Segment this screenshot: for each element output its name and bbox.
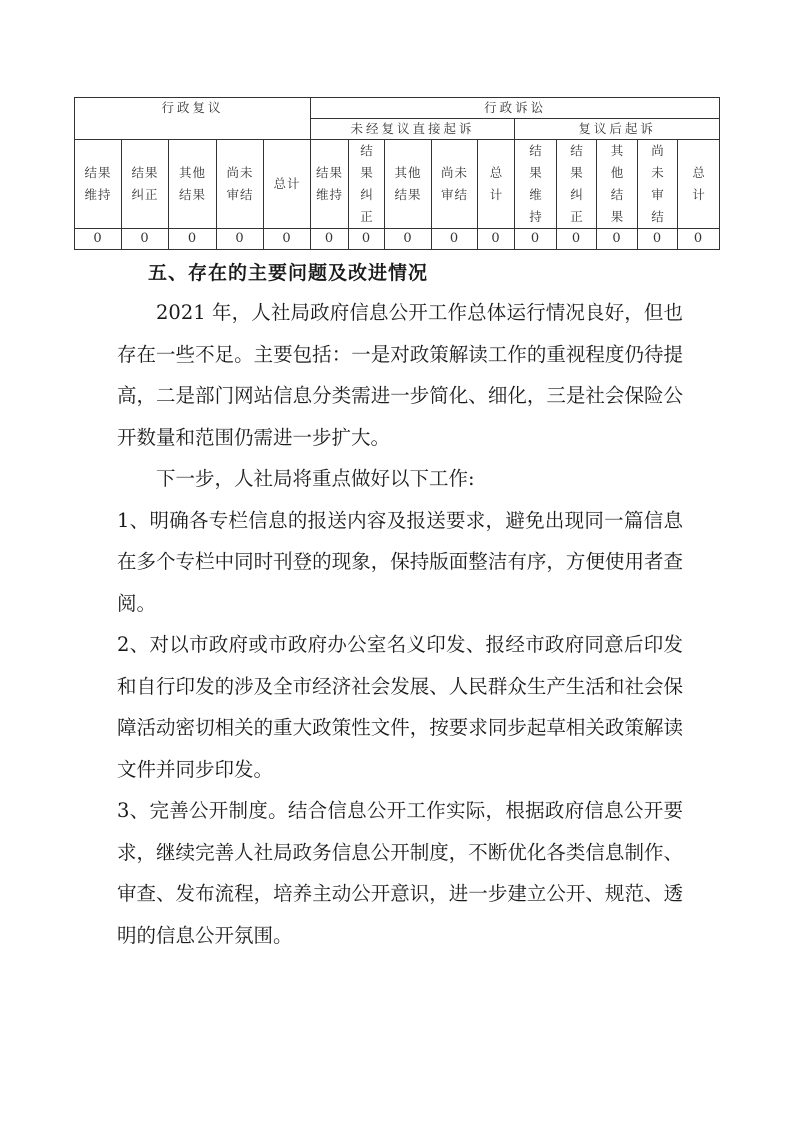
paragraph-next-steps: 下一步，人社局将重点做好以下工作:	[156, 467, 475, 490]
value-cell: 0	[122, 229, 169, 250]
column-header-label: 结果纠正	[570, 143, 584, 224]
column-header	[311, 140, 349, 229]
value-cell: 0	[678, 229, 720, 250]
value-cell: 0	[217, 229, 264, 250]
column-header	[264, 140, 311, 229]
column-header	[385, 140, 432, 229]
column-header-label: 其他结果	[610, 143, 625, 224]
column-header	[597, 140, 638, 229]
value-cell: 0	[264, 229, 311, 250]
paragraph-summary: 2021 年，人社局政府信息公开工作总体运行情况良好，但也存在一些不足。主要包括：一是对政策解读工作的重视程度仍待提高，二是部门网站信息分类需进一步简化、细化，三是社会保险公开数量和范围仍需进一步扩大。	[117, 301, 683, 449]
column-header	[217, 140, 264, 229]
column-header	[478, 140, 515, 229]
review-litigation-table	[74, 97, 720, 250]
column-header	[349, 140, 385, 229]
column-header-label: 结果纠正	[131, 165, 159, 202]
value-cell: 0	[432, 229, 478, 250]
value-cell: 0	[349, 229, 385, 250]
column-header-label: 其他结果	[178, 165, 206, 202]
value-cell: 0	[75, 229, 122, 250]
header-suit-after-review: 复议后起诉	[515, 119, 720, 140]
column-header-label: 结果纠正	[360, 143, 374, 224]
column-header	[75, 140, 122, 229]
value-cell: 0	[169, 229, 217, 250]
column-header-label: 结果维持	[529, 143, 543, 224]
column-header-label: 结果维持	[316, 165, 344, 202]
column-header-label: 结果维持	[84, 165, 112, 202]
value-cell: 0	[311, 229, 349, 250]
column-header	[169, 140, 217, 229]
header-direct-suit: 未经复议直接起诉	[311, 119, 515, 140]
column-header-label: 尚未审结	[651, 143, 665, 224]
column-header	[557, 140, 597, 229]
value-cell: 0	[478, 229, 515, 250]
column-header	[432, 140, 478, 229]
section-body	[117, 292, 683, 956]
column-header-label: 尚未审结	[441, 165, 469, 202]
column-header	[515, 140, 557, 229]
value-cell: 0	[515, 229, 557, 250]
column-header-label: 尚未审结	[226, 165, 254, 202]
value-cell: 0	[638, 229, 678, 250]
column-header	[678, 140, 720, 229]
paragraph-item-1: 1、明确各专栏信息的报送内容及报送要求，避免出现同一篇信息在多个专栏中同时刊登的现象，保持版面整洁有序，方便使用者查阅。	[117, 508, 683, 615]
value-cell: 0	[557, 229, 597, 250]
header-admin-review: 行政复议	[75, 98, 311, 140]
column-header	[638, 140, 678, 229]
value-cell: 0	[385, 229, 432, 250]
value-cell: 0	[597, 229, 638, 250]
column-header	[122, 140, 169, 229]
column-header-label: 其他结果	[394, 165, 422, 202]
section-heading: 五、存在的主要问题及改进情况	[148, 262, 429, 284]
column-header-label: 总计	[273, 176, 301, 191]
column-header-label: 总计	[692, 165, 706, 202]
paragraph-item-2: 2、对以市政府或市政府办公室名义印发、报经市政府同意后印发和自行印发的涉及全市经济社会发展、人民群众生产生活和社会保障活动密切相关的重大政策性文件，按要求同步起草相关政策解读文件并同步印发。	[117, 633, 683, 781]
column-header-label: 总计	[489, 165, 504, 202]
header-admin-litigation: 行政诉讼	[311, 98, 720, 119]
paragraph-item-3: 3、完善公开制度。结合信息公开工作实际，根据政府信息公开要求，继续完善人社局政务信息公开制度，不断优化各类信息制作、审查、发布流程，培养主动公开意识，进一步建立公开、规范、透明的信息公开氛围。	[117, 799, 683, 947]
